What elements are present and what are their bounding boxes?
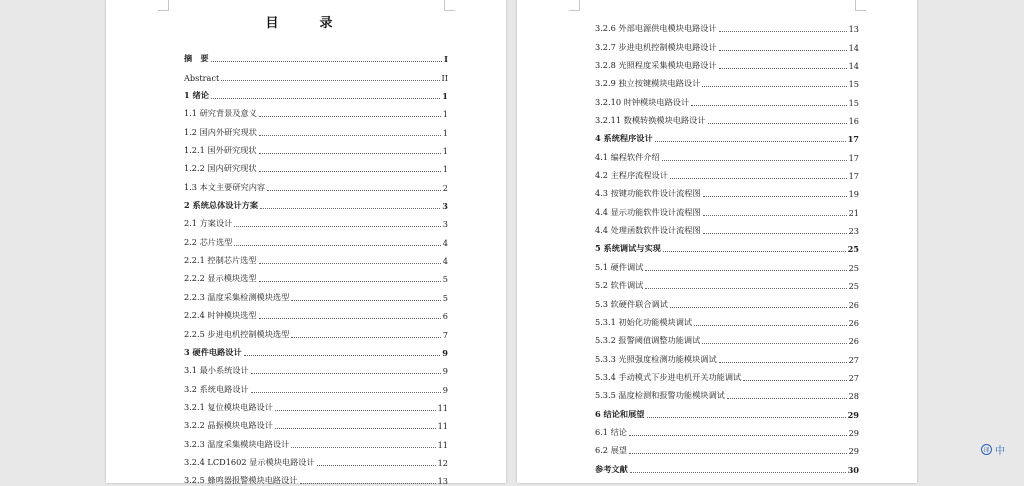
toc-leader-dots xyxy=(259,262,441,264)
toc-leader-dots xyxy=(719,30,847,32)
toc-entry-page-number: 17 xyxy=(848,152,859,163)
toc-entry[interactable] xyxy=(184,468,448,486)
toc-entry-label: 3 硬件电路设计 xyxy=(184,346,242,357)
toc-entry-label: 5.3.5 温度检测和报警功能模块调试 xyxy=(595,390,725,401)
toc-leader-dots xyxy=(259,280,441,282)
toc-entry-page-number: 7 xyxy=(442,329,448,340)
toc-entry-label: 1.1 研究背景及意义 xyxy=(184,108,257,119)
toc-entry-page-number: 27 xyxy=(848,354,859,365)
toc-entry[interactable] xyxy=(595,108,859,126)
toc-entry-page-number: 27 xyxy=(848,372,859,383)
toc-leader-dots xyxy=(662,159,847,161)
toc-entry-page-number: 14 xyxy=(848,61,859,72)
toc-list-right xyxy=(595,16,859,475)
translate-language-label[interactable]: 中 xyxy=(995,445,1005,457)
toc-entry[interactable] xyxy=(184,450,448,468)
toc-entry[interactable] xyxy=(184,266,448,284)
toc-leader-dots xyxy=(317,464,436,466)
toc-leader-dots xyxy=(291,299,440,301)
toc-entry-page-number: 28 xyxy=(848,391,859,402)
toc-entry-page-number: 26 xyxy=(848,299,859,310)
toc-entry[interactable] xyxy=(595,163,859,181)
toc-leader-dots xyxy=(259,152,441,154)
toc-entry-label: 5.3 软硬件联合调试 xyxy=(595,298,668,309)
toc-entry-label: 5.2 软件调试 xyxy=(595,280,644,291)
toc-entry-label: 5.3.2 报警阈值调整功能调试 xyxy=(595,335,701,346)
toc-leader-dots xyxy=(694,324,846,326)
toc-leader-dots xyxy=(251,391,441,393)
toc-entry[interactable] xyxy=(595,328,859,346)
toc-entry[interactable] xyxy=(595,346,859,364)
toc-entry-page-number: 25 xyxy=(848,262,859,273)
document-page-left xyxy=(106,0,506,486)
toc-entry-page-number: 1 xyxy=(442,91,448,102)
toc-entry-label: 1.2.2 国内研究现状 xyxy=(184,163,257,174)
toc-entry[interactable] xyxy=(184,284,448,302)
toc-entry-page-number: 2 xyxy=(442,182,448,193)
toc-entry-label: 3.2.7 步进电机控制模块电路设计 xyxy=(595,41,717,52)
toc-entry-label: 6 结论和展望 xyxy=(595,408,645,419)
toc-entry-page-number: 13 xyxy=(848,24,859,35)
toc-entry-page-number: 6 xyxy=(442,311,448,322)
toc-entry[interactable] xyxy=(595,254,859,272)
toc-entry-label: 1.2 国内外研究现状 xyxy=(184,126,257,137)
translate-widget[interactable] xyxy=(981,441,1005,457)
toc-leader-dots xyxy=(259,134,441,136)
toc-leader-dots xyxy=(630,471,846,473)
toc-entry[interactable] xyxy=(595,181,859,199)
toc-entry[interactable] xyxy=(184,413,448,431)
toc-entry[interactable] xyxy=(595,438,859,456)
toc-entry[interactable] xyxy=(184,83,448,101)
toc-entry-page-number: 11 xyxy=(437,421,448,432)
toc-entry-page-number: 12 xyxy=(437,457,448,468)
toc-entry-label: 2 系统总体设计方案 xyxy=(184,200,259,211)
toc-leader-dots xyxy=(234,225,440,227)
toc-entry-label: 2.2.2 显示模块选型 xyxy=(184,273,257,284)
toc-leader-dots xyxy=(727,397,847,399)
toc-entry-label: 3.2.8 光照程度采集模块电路设计 xyxy=(595,60,717,71)
toc-entry-page-number: 1 xyxy=(442,127,448,138)
toc-leader-dots xyxy=(702,342,846,344)
toc-entry[interactable] xyxy=(184,156,448,174)
toc-entry[interactable] xyxy=(184,303,448,321)
toc-entry-label: 4.4 显示功能软件设计流程图 xyxy=(595,206,701,217)
toc-entry[interactable] xyxy=(184,174,448,192)
toc-entry-page-number: II xyxy=(441,72,448,83)
toc-leader-dots xyxy=(259,115,441,117)
toc-entry[interactable] xyxy=(595,89,859,107)
toc-entry-page-number: 13 xyxy=(437,476,448,486)
toc-entry-label: 3.1 最小系统设计 xyxy=(184,365,249,376)
toc-entry[interactable] xyxy=(184,193,448,211)
toc-entry-label: 参考文献 xyxy=(595,463,628,474)
toc-entry-page-number: 21 xyxy=(848,207,859,218)
toc-entry-label: 6.1 结论 xyxy=(595,426,627,437)
toc-entry[interactable] xyxy=(184,119,448,137)
toc-entry-page-number: 26 xyxy=(848,317,859,328)
toc-entry[interactable] xyxy=(184,64,448,82)
toc-entry[interactable] xyxy=(595,126,859,144)
toc-entry-page-number: 25 xyxy=(847,244,859,255)
toc-leader-dots xyxy=(259,170,441,172)
toc-entry-label: 3.2.2 晶振模块电路设计 xyxy=(184,420,273,431)
toc-leader-dots xyxy=(221,79,439,81)
toc-entry-label: 3.2.11 数模转换模块电路设计 xyxy=(595,115,706,126)
toc-entry-page-number: 1 xyxy=(442,109,448,120)
toc-entry-page-number: 9 xyxy=(442,366,448,377)
toc-leader-dots xyxy=(645,269,846,271)
toc-leader-dots xyxy=(645,287,846,289)
toc-title: 目 录 xyxy=(265,16,347,31)
toc-entry-label: 3.2.5 蜂鸣器报警模块电路设计 xyxy=(184,475,298,486)
toc-entry[interactable] xyxy=(595,199,859,217)
toc-entry-label: 3.2.4 LCD1602 显示模块电路设计 xyxy=(184,456,315,467)
toc-entry-page-number: 29 xyxy=(848,446,859,457)
toc-entry-page-number: I xyxy=(444,54,448,65)
toc-leader-dots xyxy=(655,140,846,142)
toc-entry-page-number: 25 xyxy=(848,281,859,292)
page-corner-mark xyxy=(569,0,580,11)
toc-leader-dots xyxy=(670,306,847,308)
toc-leader-dots xyxy=(234,244,440,246)
toc-entry-page-number: 11 xyxy=(437,439,448,450)
toc-leader-dots xyxy=(259,317,441,319)
toc-entry[interactable] xyxy=(595,420,859,438)
toc-entry-label: 6.2 展望 xyxy=(595,445,627,456)
toc-entry-label: 4.4 处理函数软件设计流程图 xyxy=(595,225,701,236)
toc-entry[interactable] xyxy=(595,310,859,328)
toc-entry-page-number: 3 xyxy=(442,219,448,230)
toc-leader-dots xyxy=(670,177,847,179)
toc-entry[interactable] xyxy=(184,376,448,394)
toc-entry-label: 3.2.10 时钟模块电路设计 xyxy=(595,96,690,107)
toc-entry-page-number: 11 xyxy=(437,402,448,413)
toc-entry-page-number: 16 xyxy=(848,116,859,127)
toc-entry[interactable] xyxy=(184,340,448,358)
toc-entry-page-number: 9 xyxy=(442,384,448,395)
toc-leader-dots xyxy=(275,409,436,411)
toc-leader-dots xyxy=(647,416,846,418)
toc-entry-page-number: 14 xyxy=(848,42,859,53)
toc-entry[interactable] xyxy=(595,401,859,419)
toc-entry-label: 3.2 系统电路设计 xyxy=(184,383,249,394)
toc-entry-label: 1.2.1 国外研究现状 xyxy=(184,145,257,156)
toc-entry-page-number: 4 xyxy=(442,237,448,248)
toc-leader-dots xyxy=(743,379,846,381)
toc-leader-dots xyxy=(267,189,441,191)
toc-entry-label: 5.1 硬件调试 xyxy=(595,261,644,272)
toc-entry-label: 2.2.1 控制芯片选型 xyxy=(184,255,257,266)
toc-entry-page-number: 5 xyxy=(442,292,448,303)
translate-icon[interactable]: 译 xyxy=(981,444,992,455)
toc-entry-page-number: 15 xyxy=(848,79,859,90)
toc-leader-dots xyxy=(275,427,436,429)
toc-leader-dots xyxy=(663,250,846,252)
toc-entry-label: 3.2.9 独立按键模块电路设计 xyxy=(595,78,701,89)
page-corner-mark xyxy=(158,0,169,11)
toc-entry-page-number: 23 xyxy=(848,226,859,237)
toc-entry[interactable] xyxy=(184,211,448,229)
toc-entry[interactable] xyxy=(595,218,859,236)
toc-entry-label: 3.2.1 复位模块电路设计 xyxy=(184,401,273,412)
toc-entry[interactable] xyxy=(595,291,859,309)
toc-leader-dots xyxy=(703,214,847,216)
toc-entry-label: 5.3.4 手动模式下步进电机开关功能调试 xyxy=(595,371,742,382)
toc-leader-dots xyxy=(260,207,440,209)
toc-leader-dots xyxy=(703,232,847,234)
toc-entry[interactable] xyxy=(184,431,448,449)
toc-entry-label: 4.2 主程序流程设计 xyxy=(595,170,668,181)
toc-entry-page-number: 1 xyxy=(442,146,448,157)
toc-entry-label: 1 绪论 xyxy=(184,90,209,101)
toc-entry-label: 1.3 本文主要研究内容 xyxy=(184,181,266,192)
document-page-right xyxy=(517,0,917,483)
toc-entry[interactable] xyxy=(595,16,859,34)
toc-entry-label: 2.2.4 时钟模块选型 xyxy=(184,310,257,321)
toc-entry-label: 2.2 芯片选型 xyxy=(184,236,233,247)
toc-entry[interactable] xyxy=(595,456,859,474)
toc-entry-page-number: 19 xyxy=(848,189,859,200)
toc-entry-page-number: 17 xyxy=(848,171,859,182)
toc-entry[interactable] xyxy=(595,273,859,291)
toc-entry[interactable] xyxy=(595,144,859,162)
toc-entry-page-number: 3 xyxy=(442,201,448,212)
toc-entry-label: Abstract xyxy=(184,72,220,83)
toc-entry[interactable] xyxy=(184,46,448,64)
toc-leader-dots xyxy=(719,67,847,69)
toc-entry[interactable] xyxy=(184,248,448,266)
toc-leader-dots xyxy=(719,49,847,51)
toc-entry-label: 4.1 编程软件介绍 xyxy=(595,151,660,162)
toc-leader-dots xyxy=(629,434,847,436)
toc-leader-dots xyxy=(702,85,846,87)
toc-entry-page-number: 5 xyxy=(442,274,448,285)
toc-leader-dots xyxy=(691,104,846,106)
toc-leader-dots xyxy=(251,372,441,374)
toc-entry[interactable] xyxy=(184,138,448,156)
toc-entry-label: 4.3 按键功能软件设计流程图 xyxy=(595,188,701,199)
toc-entry-page-number: 17 xyxy=(847,134,859,145)
toc-entry[interactable] xyxy=(595,236,859,254)
toc-entry[interactable] xyxy=(184,229,448,247)
toc-leader-dots xyxy=(211,60,443,62)
toc-entry-page-number: 29 xyxy=(848,427,859,438)
toc-entry-label: 5.3.1 初始化功能模块调试 xyxy=(595,316,693,327)
toc-entry[interactable] xyxy=(595,383,859,401)
toc-entry[interactable] xyxy=(184,321,448,339)
toc-leader-dots xyxy=(291,336,440,338)
toc-entry-label: 4 系统程序设计 xyxy=(595,133,653,144)
toc-leader-dots xyxy=(211,97,440,99)
toc-entry[interactable] xyxy=(595,53,859,71)
toc-entry-page-number: 9 xyxy=(442,347,448,358)
toc-entry[interactable] xyxy=(595,34,859,52)
toc-entry[interactable] xyxy=(595,365,859,383)
toc-entry-label: 5.3.3 光照强度检测功能模块调试 xyxy=(595,353,717,364)
toc-leader-dots xyxy=(291,446,435,448)
toc-list-left xyxy=(184,46,448,486)
toc-entry-label: 2.2.5 步进电机控制模块选型 xyxy=(184,328,290,339)
toc-entry-page-number: 15 xyxy=(848,97,859,108)
toc-entry-label: 3.2.3 温度采集模块电路设计 xyxy=(184,438,290,449)
toc-entry-label: 2.1 方案设计 xyxy=(184,218,233,229)
toc-leader-dots xyxy=(719,361,847,363)
toc-entry-page-number: 4 xyxy=(442,256,448,267)
toc-entry[interactable] xyxy=(184,101,448,119)
toc-leader-dots xyxy=(629,452,847,454)
toc-entry-page-number: 30 xyxy=(847,464,859,475)
toc-entry-label: 2.2.3 温度采集检测模块选型 xyxy=(184,291,290,302)
toc-leader-dots xyxy=(244,354,441,356)
toc-entry-label: 3.2.6 外部电源供电模块电路设计 xyxy=(595,23,717,34)
toc-entry-label: 摘 要 xyxy=(184,53,209,64)
toc-entry-label: 5 系统调试与实现 xyxy=(595,243,661,254)
toc-entry-page-number: 26 xyxy=(848,336,859,347)
page-corner-mark xyxy=(855,0,866,11)
toc-entry-page-number: 29 xyxy=(847,409,859,420)
toc-entry[interactable] xyxy=(184,358,448,376)
toc-leader-dots xyxy=(703,195,847,197)
toc-entry[interactable] xyxy=(184,395,448,413)
toc-entry-page-number: 1 xyxy=(442,164,448,175)
page-corner-mark xyxy=(444,0,455,11)
toc-leader-dots xyxy=(708,122,847,124)
toc-entry[interactable] xyxy=(595,71,859,89)
